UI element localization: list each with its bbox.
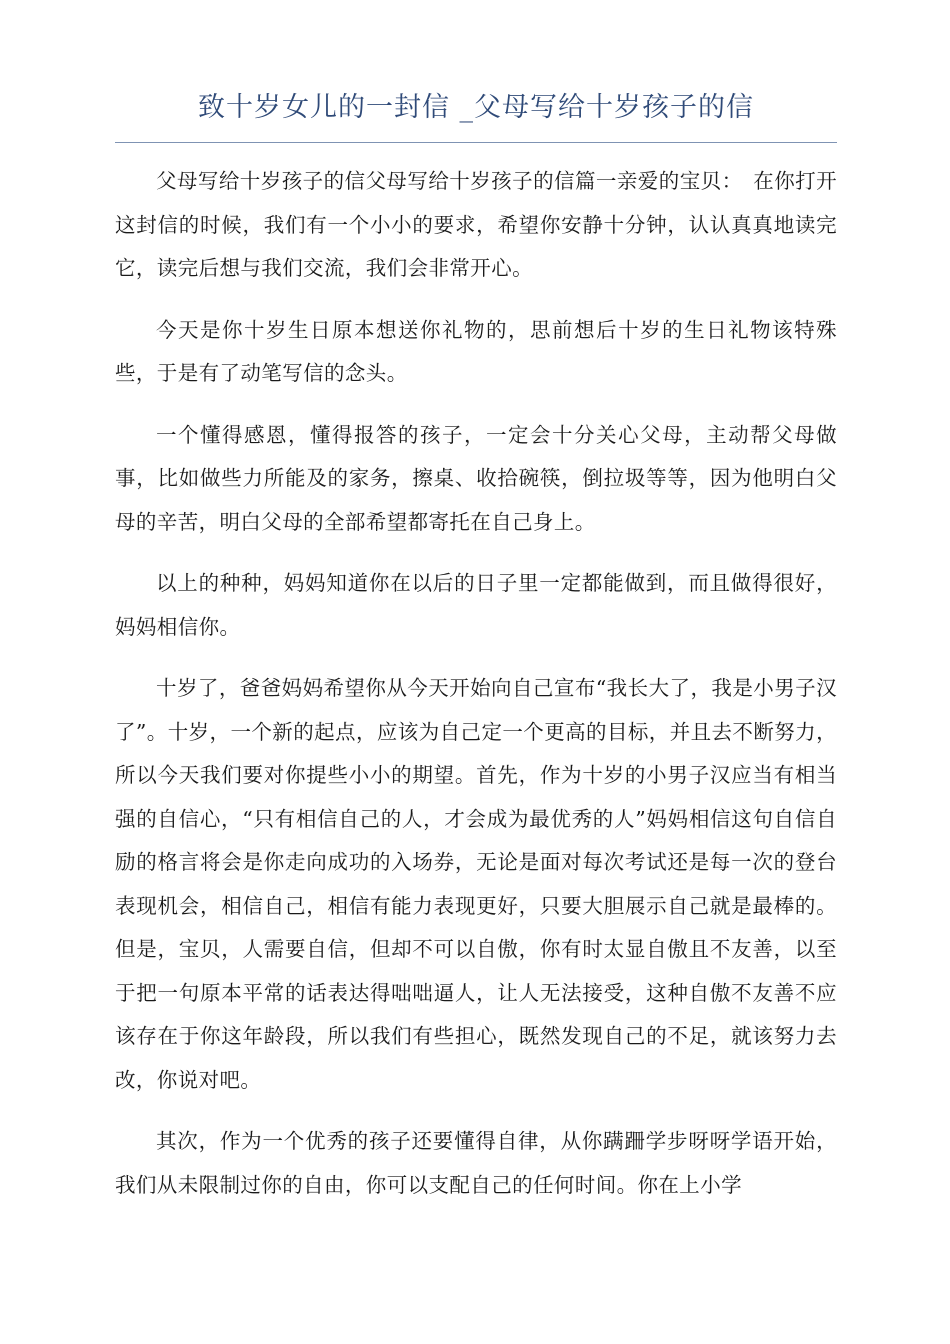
paragraph-2: 今天是你十岁生日原本想送你礼物的，思前想后十岁的生日礼物该特殊些，于是有了动笔写信的念头。 (115, 317, 837, 385)
document-title: 致十岁女儿的一封信 _父母写给十岁孩子的信 (197, 92, 755, 123)
paragraph-6: 其次，作为一个优秀的孩子还要懂得自律，从你蹒跚学步呀呀学语开始，我们从未限制过你的自由，你可以支配自己的任何时间。你在上小学 (115, 1129, 837, 1197)
paragraph-4: 以上的种种，妈妈知道你在以后的日子里一定都能做到，而且做得很好，妈妈相信你。 (115, 571, 837, 639)
paragraph-3: 一个懂得感恩，懂得报答的孩子，一定会十分关心父母，主动帮父母做事，比如做些力所能及的家务，擦桌、收拾碗筷，倒拉圾等等，因为他明白父母的辛苦，明白父母的全部希望都寄托在自己身上。 (115, 422, 837, 534)
paragraph-5: 十岁了，爸爸妈妈希望你从今天开始向自己宣布“我长大了，我是小男子汉了”。十岁，一个新的起点，应该为自己定一个更高的目标，并且去不断努力，所以今天我们要对你提些小小的期望。首先，作为十岁的小男子汉应当有相当强的自信心，“只有相信自己的人，才会成为最优秀的人”妈妈相信这句自信自励的格言将会是你走向成功的入场券，无论是面对每次考试还是每一次的登台表现机会，相信自己，相信有能力表现更好，只要大胆展示自己就是最棒的。但是，宝贝，人需要自信，但却不可以自傲，你有时太显自傲且不友善，以至于把一句原本平常的话表达得咄咄逼人，让人无法接受，这种自傲不友善不应该存在于你这年龄段，所以我们有些担心，既然发现自己的不足，就该努力去改，你说对吧。 (115, 676, 837, 1092)
paragraph-1: 父母写给十岁孩子的信父母写给十岁孩子的信篇一亲爱的宝贝： 在你打开这封信的时候，我们有一个小小的要求，希望你安静十分钟，认认真真地读完它，读完后想与我们交流，我们会非常开心。 (115, 169, 837, 280)
document-body (115, 160, 837, 1225)
title-divider (115, 142, 837, 143)
